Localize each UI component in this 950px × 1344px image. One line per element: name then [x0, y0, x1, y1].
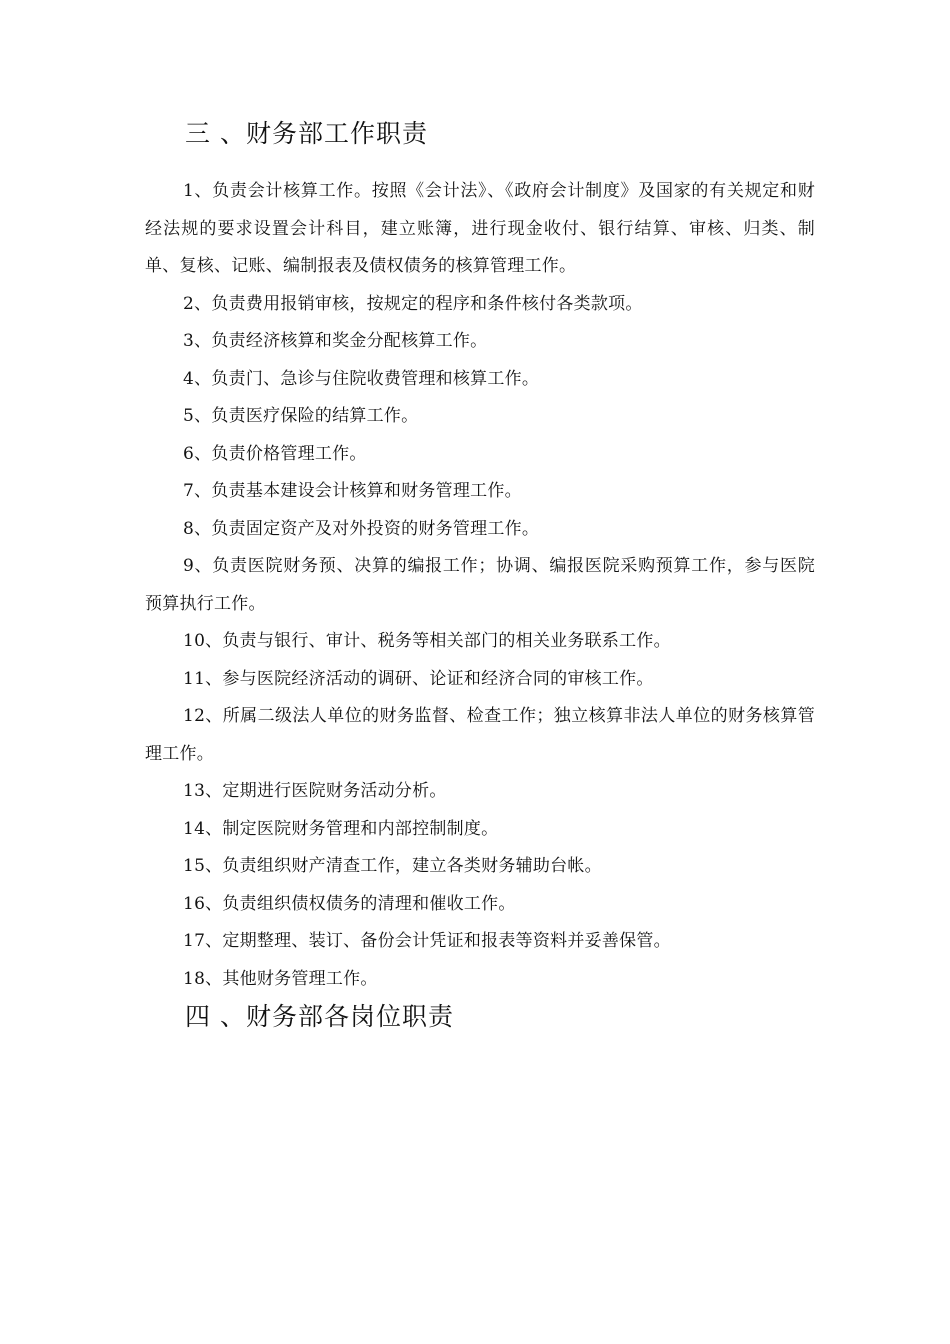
- duty-item-7: 7、负责基本建设会计核算和财务管理工作。: [183, 481, 522, 501]
- duty-item-12: 12、所属二级法人单位的财务监督、检查工作；独立核算非法人单位的财务核算管理工作。: [145, 706, 815, 764]
- duty-item-14: 14、制定医院财务管理和内部控制制度。: [183, 818, 499, 839]
- duty-item-18: 18、其他财务管理工作。: [183, 968, 378, 989]
- duty-item-8: 8、负责固定资产及对外投资的财务管理工作。: [183, 518, 540, 539]
- duty-item-13: 13、定期进行医院财务活动分析。: [183, 781, 447, 801]
- duty-item-10: 10、负责与银行、审计、税务等相关部门的相关业务联系工作。: [183, 631, 671, 651]
- duty-item-16: 16、负责组织债权债务的清理和催收工作。: [183, 893, 516, 914]
- duty-item-9: 9、负责医院财务预、决算的编报工作；协调、编报医院采购预算工作，参与医院预算执行工作。: [145, 556, 815, 614]
- duty-item-15: 15、负责组织财产清查工作，建立各类财务辅助台帐。: [183, 856, 602, 876]
- section-3-heading: 三 、财务部工作职责: [185, 119, 428, 148]
- section-4-heading: 四 、财务部各岗位职责: [185, 1002, 454, 1031]
- duty-item-4: 4、负责门、急诊与住院收费管理和核算工作。: [183, 368, 540, 389]
- duty-item-17: 17、定期整理、装订、备份会计凭证和报表等资料并妥善保管。: [183, 931, 671, 951]
- duty-item-5: 5、负责医疗保险的结算工作。: [183, 406, 419, 426]
- duty-item-1: 1、负责会计核算工作。按照《会计法》、《政府会计制度》及国家的有关规定和财经法规的要求设置会计科目，建立账簿，进行现金收付、银行结算、审核、归类、制单、复核、记账、编制报表及债权债务的核算管理工作。: [145, 181, 815, 276]
- duty-item-3: 3、负责经济核算和奖金分配核算工作。: [183, 331, 488, 351]
- duties-list: [145, 173, 815, 998]
- duty-item-11: 11、参与医院经济活动的调研、论证和经济合同的审核工作。: [183, 668, 654, 689]
- duty-item-2: 2、负责费用报销审核，按规定的程序和条件核付各类款项。: [183, 293, 643, 314]
- duty-item-6: 6、负责价格管理工作。: [183, 443, 367, 464]
